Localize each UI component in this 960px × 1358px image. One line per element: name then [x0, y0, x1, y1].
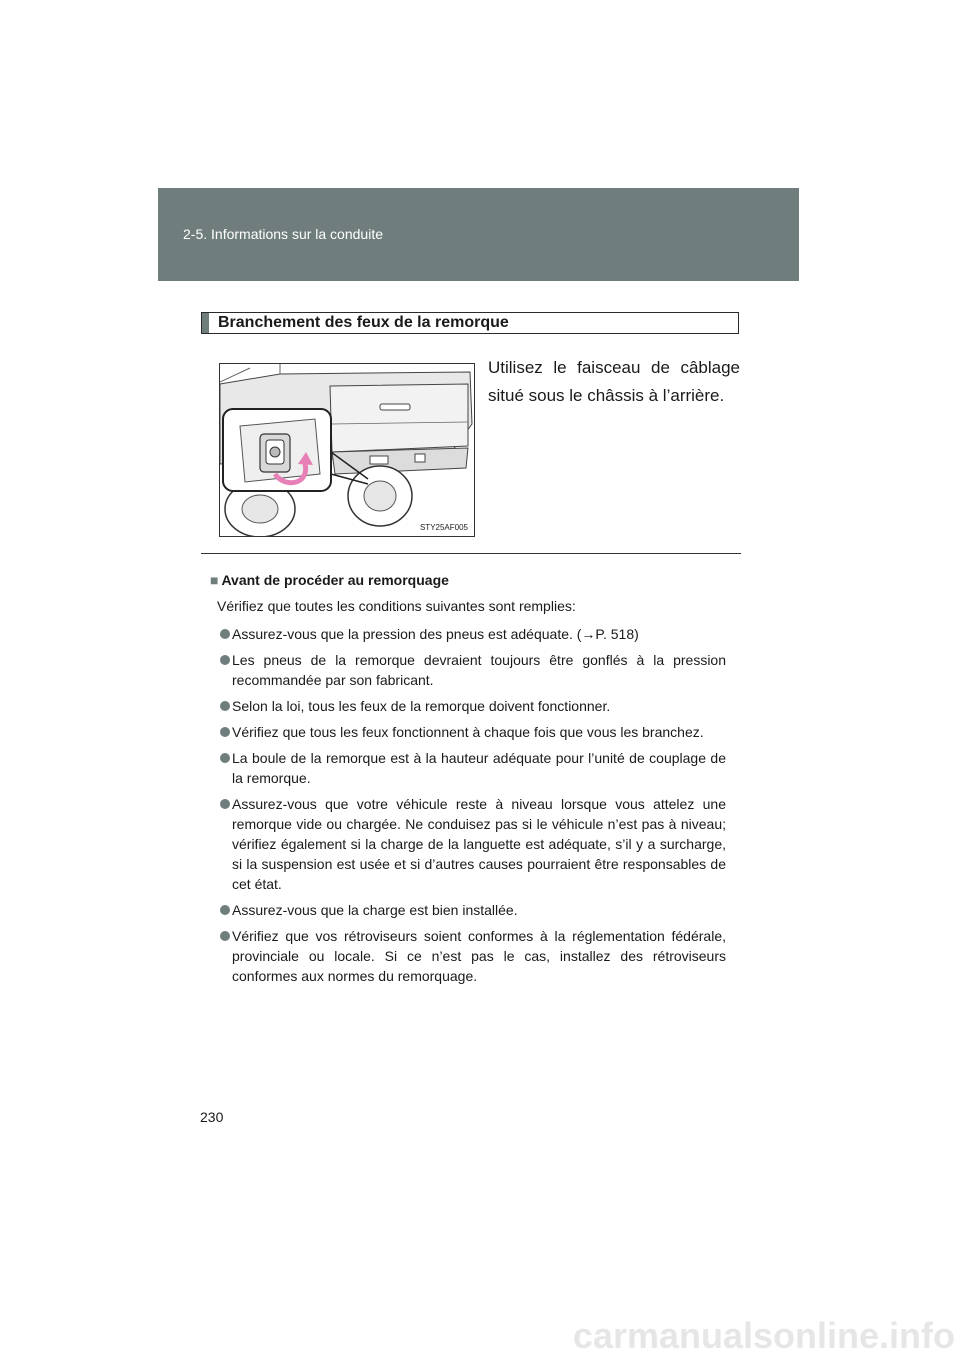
circle-bullet-icon	[220, 905, 230, 915]
list-item-text: Assurez-vous que la charge est bien installée.	[232, 902, 518, 918]
list-item	[220, 748, 726, 788]
figure-code: STY25AF005	[419, 523, 468, 532]
section-divider	[201, 553, 741, 554]
list-item	[220, 926, 726, 986]
section-title: Branchement des feux de la remorque	[218, 314, 509, 331]
list-item	[220, 696, 726, 716]
page-number: 230	[200, 1109, 224, 1125]
section-title-accent-bar	[202, 313, 209, 333]
subsection-heading-text: Avant de procéder au remorquage	[221, 572, 449, 588]
section-title-box	[201, 312, 739, 334]
circle-bullet-icon	[220, 701, 230, 711]
list-item-text: La boule de la remorque est à la hauteur adéquate pour l’unité de couplage de la remorque.	[232, 750, 726, 786]
condition-list	[220, 624, 726, 992]
intro-paragraph: Utilisez le faisceau de câblage situé sous le châssis à l’arrière.	[488, 358, 740, 405]
chapter-section-label: 2-5. Informations sur la conduite	[183, 226, 383, 242]
list-item-text: Selon la loi, tous les feux de la remorque doivent fonctionner.	[232, 698, 611, 714]
list-item-text: Assurez-vous que votre véhicule reste à niveau lorsque vous attelez une remorque vide ou chargée. Ne conduisez pas si le véhicule n’est pas à niveau; vérifiez également si la charge de la languette est adéquate, s’il y a surcharge, si la suspension est usée et si d’autres causes pourraient être responsables de cet état.	[232, 796, 726, 892]
truck-rear-illustration	[220, 364, 474, 536]
square-bullet-icon: ■	[210, 572, 219, 588]
list-item	[220, 722, 726, 742]
subsection-lead: Vérifiez que toutes les conditions suivantes sont remplies:	[217, 598, 576, 614]
circle-bullet-icon	[220, 655, 230, 665]
subsection-heading	[210, 572, 449, 588]
list-item	[220, 624, 726, 644]
circle-bullet-icon	[220, 753, 230, 763]
list-item	[220, 794, 726, 894]
circle-bullet-icon	[220, 799, 230, 809]
chapter-header-band	[158, 188, 799, 281]
watermark-text: carmanualsonline.info	[572, 1315, 955, 1356]
watermark-logo	[0, 1308, 960, 1358]
truck-trailer-wiring-illustration	[219, 363, 475, 537]
list-item-text: Vérifiez que vos rétroviseurs soient conformes à la réglementation fédérale, provinciale ou locale. Si ce n’est pas le cas, installez des rétroviseurs conformes aux normes du remorquage.	[232, 928, 726, 984]
list-item-text: Assurez-vous que la pression des pneus est adéquate. (→P. 518)	[232, 626, 639, 642]
list-item	[220, 650, 726, 690]
list-item-text: Vérifiez que tous les feux fonctionnent à chaque fois que vous les branchez.	[232, 724, 704, 740]
list-item	[220, 900, 726, 920]
list-item-text: Les pneus de la remorque devraient toujours être gonflés à la pression recommandée par son fabricant.	[232, 652, 726, 688]
circle-bullet-icon	[220, 931, 230, 941]
circle-bullet-icon	[220, 727, 230, 737]
circle-bullet-icon	[220, 629, 230, 639]
